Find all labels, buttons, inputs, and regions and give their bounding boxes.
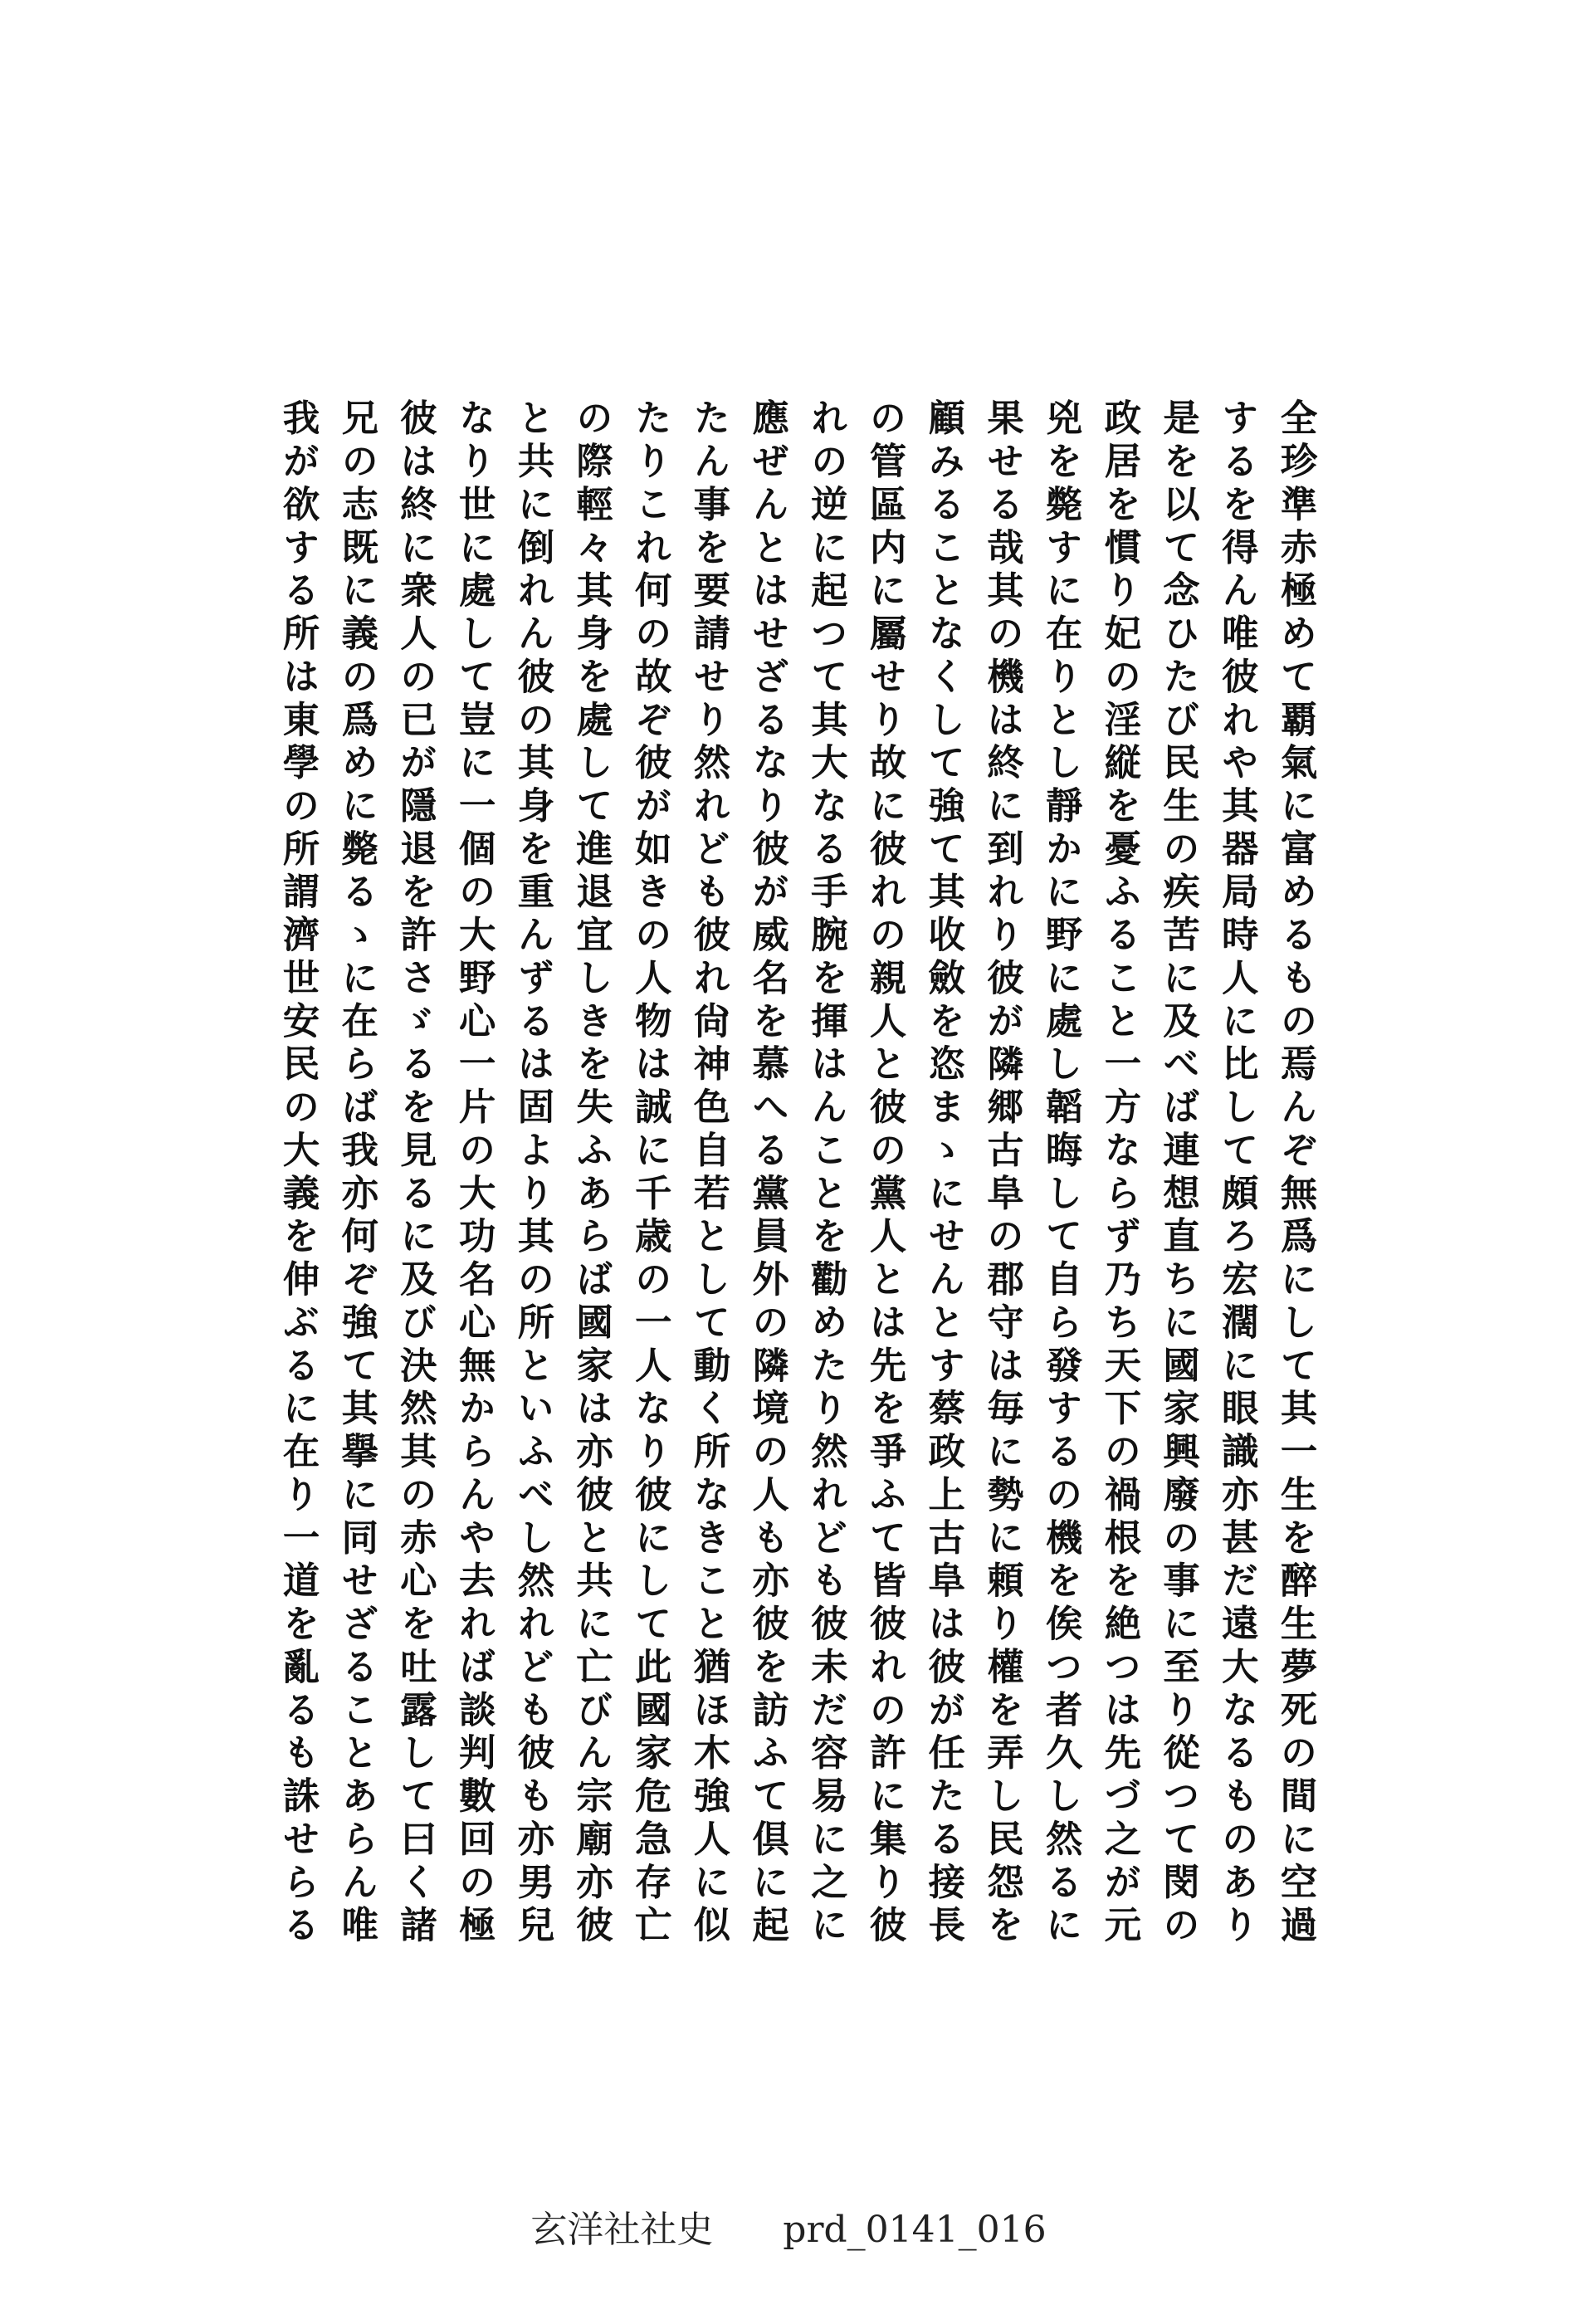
text-column-7: 顧みることなくして強て其收斂を恣まゝにせんとす蔡政上古阜は彼が任たる接長: [921, 398, 965, 1942]
text-column-9: れの逆に起つて其大なる手腕を揮はんことを勸めたり然れども彼未だ容易に之に: [804, 398, 848, 1942]
text-column-14: と共に倒れん彼の其身を重んずるは固より其の所といふべし然れども彼も亦男兒: [510, 398, 554, 1942]
text-column-1: 全珍準赤極めて覇氣に富めるもの焉んぞ無爲にして其一生を醉生夢死の間に空過: [1273, 398, 1317, 1942]
footer-spacer: [713, 2209, 783, 2251]
text-column-15: なり世に處して豈に一個の大野心一片の大功名心無からんや去れば談判數回の極: [452, 398, 496, 1942]
vertical-text-block: [274, 398, 1320, 1942]
text-column-16: 彼は終に衆人の已が隱退を許さゞるを見るに及び決然其の赤心を吐露して曰く諸: [393, 398, 437, 1942]
text-column-5: 兇を斃すに在りとし靜かに野に處し韜晦して自ら發するの機を俟つ者久し然るに: [1039, 398, 1083, 1942]
text-column-2: するを得ん唯彼れや其器局時人に比して頗ろ宏濶に眼識亦甚だ遠大なるものあり: [1215, 398, 1259, 1942]
text-column-17: 兄の志既に義の爲めに斃るゝに在らば我亦何ぞ強て其擧に同せざることあらん唯: [334, 398, 378, 1942]
text-column-11: たん事を要請せり然れども彼れ尙神色自若として動く所なきこと猶ほ木強人に似: [686, 398, 730, 1942]
footer-collection-title: 玄洋社社史: [530, 2209, 714, 2251]
text-column-4: 政居を慣り妃の淫縦を憂ふること一方ならず乃ち天下の禍根を絶つは先づ之が元: [1097, 398, 1141, 1942]
text-column-8: の管區内に屬せり故に彼れの親人と彼の黨人とは先を爭ふて皆彼れの許に集り彼: [863, 398, 907, 1942]
text-column-18: 我が欲する所は東學の所謂濟世安民の大義を伸ぶるに在り一道を亂るも誅せらる: [276, 398, 320, 1942]
text-column-12: たりこれ何の故ぞ彼が如きの人物は誠に千歳の一人なり彼にして此國家危急存亡: [628, 398, 672, 1942]
text-column-13: の際輕々其身を處して進退宜しきを失ふあらば國家は亦彼と共に亡びん宗廟亦彼: [569, 398, 613, 1942]
footer-page-id: prd_0141_016: [783, 2209, 1047, 2251]
text-column-10: 應ぜんとはせざるなり彼が威名を慕へる黨員外の隣境の人も亦彼を訪ふて倶に起: [745, 398, 789, 1942]
page-footer: [0, 2200, 1577, 2253]
text-column-3: 是を以て念ひたび民生の疾苦に及べば連想直ちに國家興廢の事に至り從つて閔の: [1156, 398, 1200, 1942]
text-column-6: 果せる哉其の機は終に到れり彼が隣郷古阜の郡守は毎に勢に頼り權を弄し民怨を: [980, 398, 1024, 1942]
